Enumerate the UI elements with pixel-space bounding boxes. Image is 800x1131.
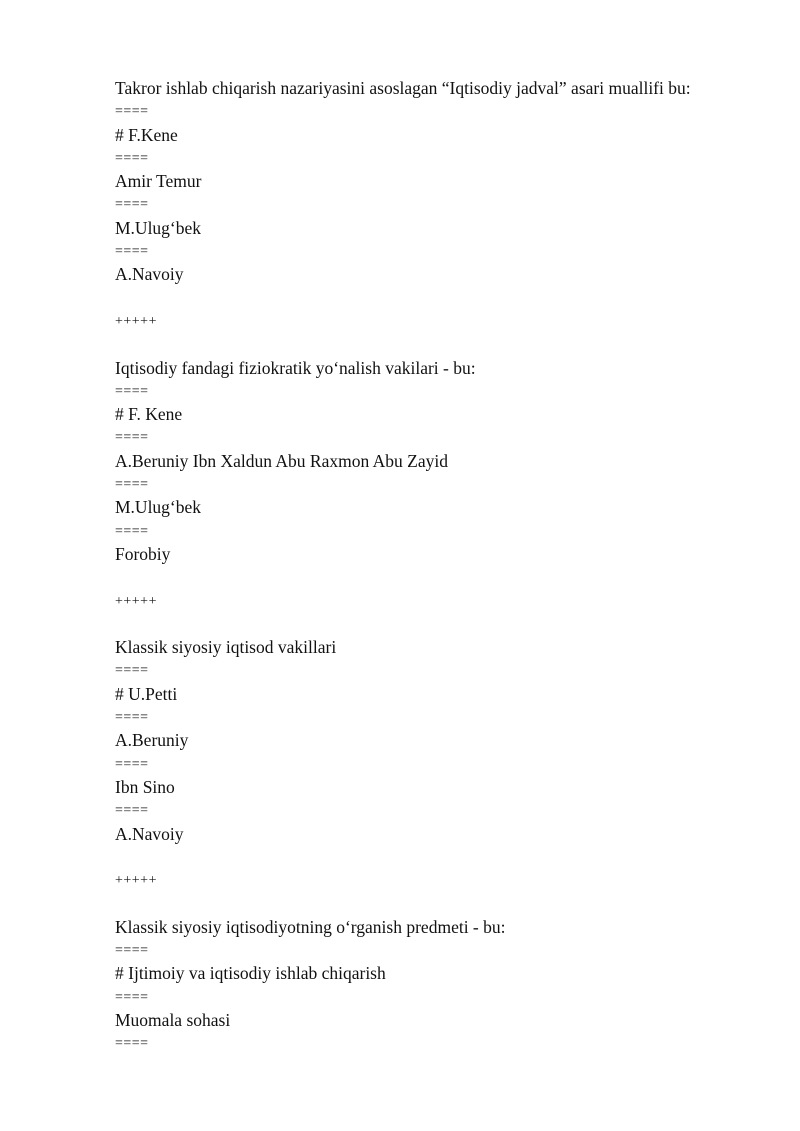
separator: ==== <box>115 523 149 539</box>
separator: ==== <box>115 942 149 958</box>
blank-line <box>115 892 775 915</box>
answer-option: # U.Petti <box>115 683 178 704</box>
separator: ==== <box>115 1036 149 1052</box>
separator: ==== <box>115 104 149 120</box>
blank-line <box>115 566 775 589</box>
blank-line <box>115 613 775 636</box>
answer-option: Forobiy <box>115 543 171 564</box>
separator: ==== <box>115 756 149 772</box>
separator: ==== <box>115 244 149 260</box>
answer-option: Ibn Sino <box>115 776 175 797</box>
answer-option: A.Beruniy Ibn Xaldun Abu Raxmon Abu Zayid <box>115 450 448 471</box>
separator: ==== <box>115 197 149 213</box>
separator: ==== <box>115 663 149 679</box>
question-text: Takror ishlab chiqarish nazariyasini asoslagan “Iqtisodiy jadval” asari muallifi bu: <box>115 78 691 98</box>
answer-option: A.Navoiy <box>115 264 184 285</box>
question-text: Klassik siyosiy iqtisod vakillari <box>115 637 337 658</box>
answer-option: # F. Kene <box>115 404 183 425</box>
answer-option: A.Navoiy <box>115 823 184 844</box>
answer-option: Muomala sohasi <box>115 1009 231 1030</box>
document-content <box>115 77 775 1055</box>
answer-option: # Ijtimoiy va iqtisodiy ishlab chiqarish <box>115 963 386 984</box>
separator: ==== <box>115 710 149 726</box>
question-text: Iqtisodiy fandagi fiziokratik yo‘nalish vakilari - bu: <box>115 357 476 378</box>
block-end-marker: +++++ <box>115 873 157 889</box>
block-end-marker: +++++ <box>115 313 157 329</box>
answer-option: M.Ulug‘bek <box>115 217 202 238</box>
blank-line <box>115 287 775 310</box>
answer-option: # F.Kene <box>115 124 178 145</box>
block-end-marker: +++++ <box>115 593 157 609</box>
question-text: Klassik siyosiy iqtisodiyotning o‘rganish predmeti - bu: <box>115 916 506 937</box>
separator: ==== <box>115 477 149 493</box>
separator: ==== <box>115 150 149 166</box>
separator: ==== <box>115 383 149 399</box>
separator: ==== <box>115 430 149 446</box>
separator: ==== <box>115 803 149 819</box>
blank-line <box>115 846 775 869</box>
answer-option: M.Ulug‘bek <box>115 497 202 518</box>
separator: ==== <box>115 989 149 1005</box>
blank-line <box>115 333 775 356</box>
answer-option: Amir Temur <box>115 171 202 192</box>
answer-option: A.Beruniy <box>115 730 189 751</box>
